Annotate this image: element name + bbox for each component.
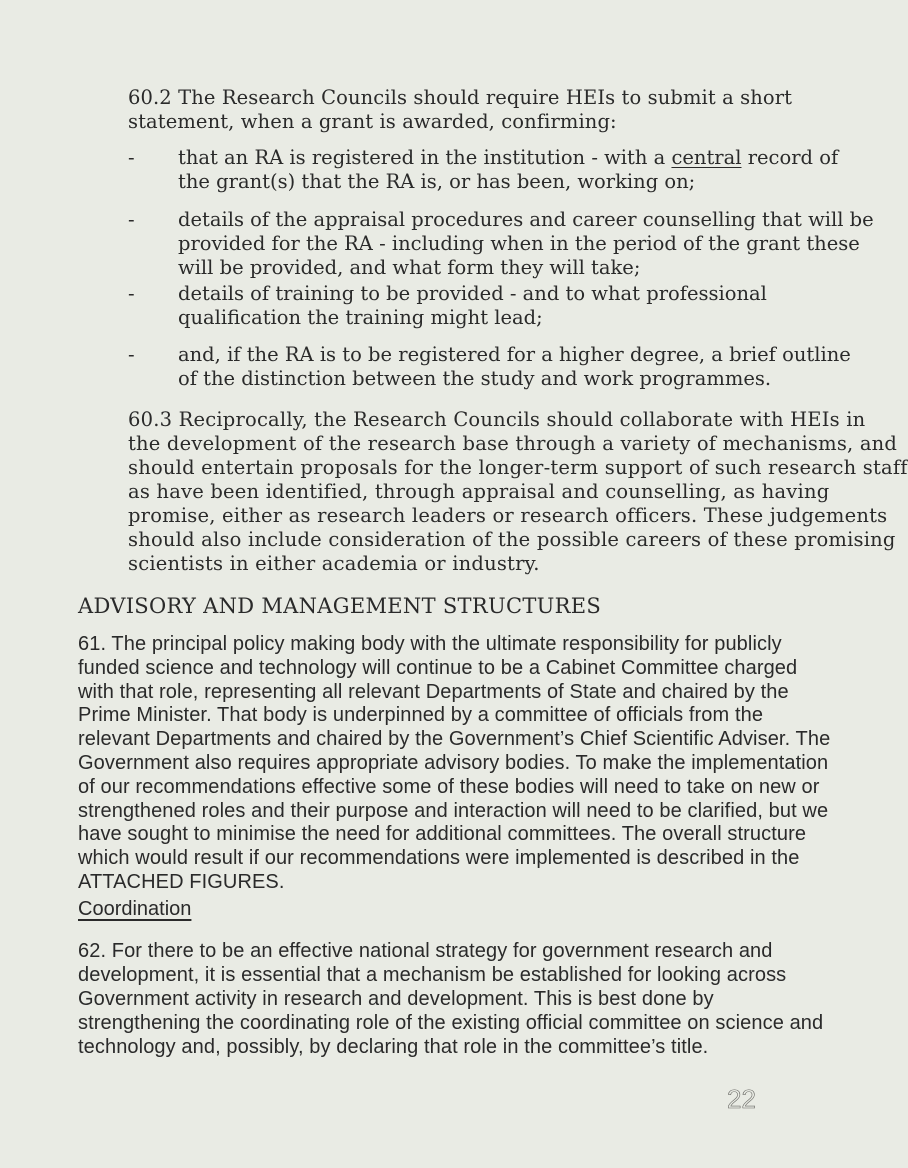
text-line: scientists in either academia or industry.: [128, 552, 540, 575]
text-line: as have been identified, through appraisal and counselling, as having: [128, 480, 830, 503]
bullet-dash: -: [128, 343, 135, 366]
text-line: should also include consideration of the possible careers of these promising: [128, 528, 896, 551]
section-heading: ADVISORY AND MANAGEMENT STRUCTURES: [78, 594, 602, 618]
text-line: 61. The principal policy making body with the ultimate responsibility for publicly: [78, 633, 782, 655]
text-line: 60.3 Reciprocally, the Research Councils should collaborate with HEIs in: [128, 408, 866, 431]
text-line: statement, when a grant is awarded, confirming:: [128, 110, 617, 133]
text-line: 62. For there to be an effective national strategy for government research and: [78, 940, 773, 962]
text-segment: that an RA is registered in the institution - with a: [178, 146, 672, 169]
page-number: 22: [727, 1084, 756, 1114]
text-segment: record of: [741, 146, 839, 169]
text-line: of the distinction between the study and work programmes.: [178, 367, 772, 390]
text-line: strengthened roles and their purpose and interaction will need to be clarified, but we: [78, 799, 829, 822]
text-line: 60.2 The Research Councils should require HEIs to submit a short: [128, 86, 793, 109]
bullet-text: [178, 208, 874, 280]
text-line: Government activity in research and development. This is best done by: [78, 988, 714, 1010]
text-line: strengthening the coordinating role of the existing official committee on science and: [78, 1012, 824, 1034]
text-line: [178, 146, 839, 170]
text-line: provided for the RA - including when in the period of the grant these: [178, 232, 860, 255]
text-line: details of training to be provided - and to what professional: [178, 282, 767, 305]
text-line: the development of the research base through a variety of mechanisms, and: [128, 432, 898, 455]
bullet-text: [178, 282, 778, 330]
text-line: will be provided, and what form they will take;: [178, 256, 641, 279]
bullet-text: [178, 146, 839, 194]
paragraph-60-3: [128, 408, 908, 576]
paragraph-60-2-intro: [128, 86, 793, 134]
bullet-dash: -: [128, 282, 135, 305]
underlined-word: central: [671, 146, 742, 169]
text-line: ATTACHED FIGURES.: [78, 870, 285, 893]
bullet-dash: -: [128, 146, 135, 169]
text-line: technology and, possibly, by declaring that role in the committee’s title.: [78, 1036, 709, 1058]
paragraph-62: [78, 939, 824, 1059]
text-line: of our recommendations effective some of these bodies will need to take on new or: [78, 775, 820, 798]
text-line: funded science and technology will continue to be a Cabinet Committee charged: [78, 656, 798, 679]
text-line: and, if the RA is to be registered for a higher degree, a brief outline: [178, 343, 851, 366]
text-line: with that role, representing all relevant Departments of State and chaired by the: [78, 680, 789, 703]
text-line: the grant(s) that the RA is, or has been, working on;: [178, 170, 696, 193]
paragraph-61: [78, 633, 831, 895]
text-line: development, it is essential that a mechanism be established for looking across: [78, 964, 787, 986]
text-line: relevant Departments and chaired by the Government’s Chief Scientific Adviser. The: [78, 728, 831, 751]
text-line: qualification the training might lead;: [178, 306, 543, 329]
text-line: have sought to minimise the need for additional committees. The overall structure: [78, 823, 807, 846]
text-line: which would result if our recommendations were implemented is described in the: [78, 847, 800, 870]
text-line: Prime Minister. That body is underpinned by a committee of officials from the: [78, 704, 764, 727]
subheading-coordination: Coordination: [78, 898, 192, 920]
text-line: Government also requires appropriate advisory bodies. To make the implementation: [78, 751, 829, 774]
text-line: promise, either as research leaders or research officers. These judgements: [128, 504, 888, 527]
bullet-dash: -: [128, 208, 135, 231]
bullet-text: [178, 343, 851, 391]
text-line: details of the appraisal procedures and career counselling that will be: [178, 208, 874, 231]
text-line: should entertain proposals for the longer-term support of such research staff: [128, 456, 908, 479]
